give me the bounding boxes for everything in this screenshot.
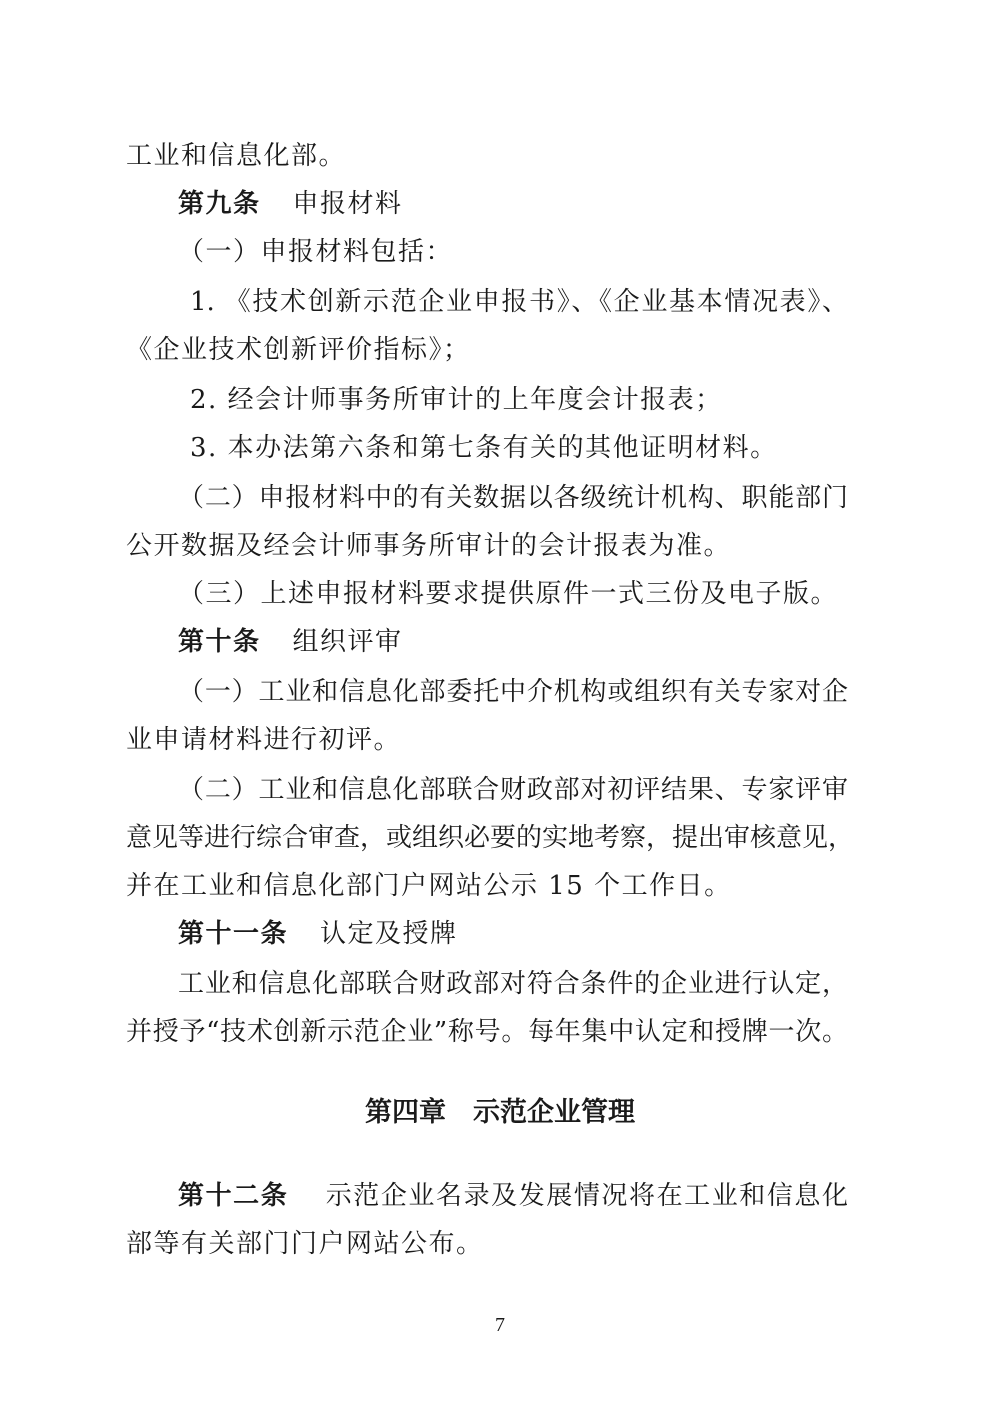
paragraph-line: （一）工业和信息化部委托中介机构或组织有关专家对企	[178, 677, 848, 707]
article-9-heading	[178, 186, 900, 222]
article-10-heading	[178, 624, 900, 660]
paragraph-line: 公开数据及经会计师事务所审计的会计报表为准。	[126, 531, 732, 561]
article-number: 第十条	[178, 627, 261, 657]
paragraph-line: （二）申报材料中的有关数据以各级统计机构、职能部门	[178, 483, 848, 513]
paragraph-line: 部等有关部门门户网站公布。	[126, 1229, 484, 1259]
article-title: 组织评审	[292, 627, 403, 657]
paragraph-line: （三）上述申报材料要求提供原件一式三份及电子版。	[178, 579, 839, 609]
paragraph-line: （一）申报材料包括：	[178, 237, 454, 267]
paragraph-line: 工业和信息化部。	[126, 141, 347, 171]
paragraph-line: 意见等进行综合审查，或组织必要的实地考察，提出审核意见，	[126, 823, 855, 853]
paragraph-line: 并在工业和信息化部门户网站公示 15 个工作日。	[126, 871, 732, 901]
list-item: 3. 本办法第六条和第七条有关的其他证明材料。	[190, 433, 778, 463]
list-item-continuation: 《企业技术创新评价指标》；	[126, 335, 471, 365]
article-text: 示范企业名录及发展情况将在工业和信息化	[325, 1181, 848, 1211]
list-item: 1. 《技术创新示范企业申报书》、《企业基本情况表》、	[190, 287, 848, 317]
article-12-heading	[178, 1178, 848, 1214]
chapter-heading: 第四章 示范企业管理	[365, 1097, 635, 1128]
article-11-heading	[178, 916, 900, 952]
paragraph-line: 并授予“技术创新示范企业”称号。每年集中认定和授牌一次。	[126, 1017, 848, 1047]
article-title: 申报材料	[292, 189, 403, 219]
list-item: 2. 经会计师事务所审计的上年度会计报表；	[190, 385, 723, 415]
page-number: 7	[495, 1314, 505, 1336]
paragraph-line: （二）工业和信息化部联合财政部对初评结果、专家评审	[178, 775, 848, 805]
article-title: 认定及授牌	[320, 919, 458, 949]
paragraph-line: 业申请材料进行初评。	[126, 725, 402, 755]
article-number: 第十一条	[178, 919, 289, 949]
paragraph-line: 工业和信息化部联合财政部对符合条件的企业进行认定，	[178, 969, 848, 999]
article-number: 第九条	[178, 189, 261, 219]
article-number: 第十二条	[178, 1181, 289, 1211]
